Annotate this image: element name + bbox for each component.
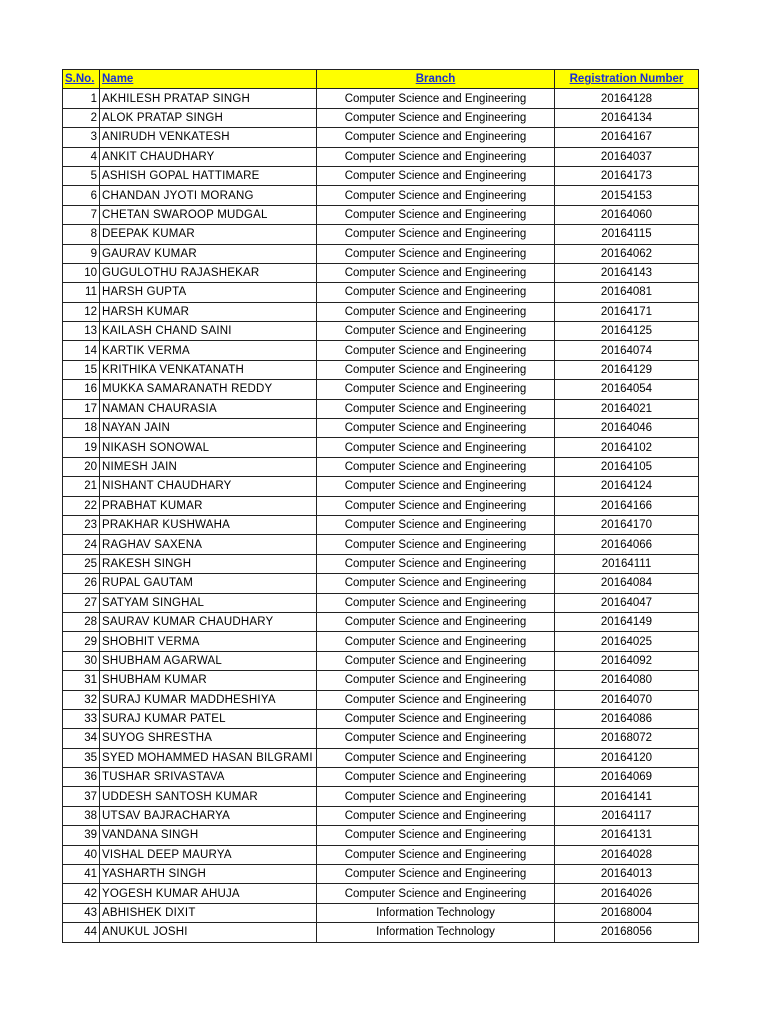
row-name: PRAKHAR KUSHWAHA [100, 515, 317, 534]
table-row [63, 438, 699, 457]
row-registration-number: 20164125 [555, 322, 699, 341]
row-registration-number: 20164070 [555, 690, 699, 709]
table-row [63, 302, 699, 321]
row-sno: 19 [63, 438, 100, 457]
row-sno: 7 [63, 205, 100, 224]
row-sno: 29 [63, 632, 100, 651]
row-name: KAILASH CHAND SAINI [100, 322, 317, 341]
table-row [63, 845, 699, 864]
row-sno: 44 [63, 923, 100, 942]
row-branch: Computer Science and Engineering [317, 147, 555, 166]
row-registration-number: 20164143 [555, 263, 699, 282]
table-row [63, 399, 699, 418]
row-sno: 37 [63, 787, 100, 806]
row-name: PRABHAT KUMAR [100, 496, 317, 515]
row-branch: Computer Science and Engineering [317, 360, 555, 379]
row-registration-number: 20164173 [555, 166, 699, 185]
row-registration-number: 20164037 [555, 147, 699, 166]
row-registration-number: 20164066 [555, 535, 699, 554]
row-registration-number: 20164080 [555, 671, 699, 690]
row-registration-number: 20164026 [555, 884, 699, 903]
row-sno: 25 [63, 554, 100, 573]
table-row [63, 632, 699, 651]
row-sno: 13 [63, 322, 100, 341]
table-row [63, 903, 699, 922]
row-branch: Computer Science and Engineering [317, 108, 555, 127]
header-registration-number: Registration Number [555, 70, 699, 89]
table-row [63, 748, 699, 767]
row-name: GAURAV KUMAR [100, 244, 317, 263]
row-branch: Computer Science and Engineering [317, 612, 555, 631]
row-name: NIMESH JAIN [100, 457, 317, 476]
row-branch: Computer Science and Engineering [317, 690, 555, 709]
row-registration-number: 20164069 [555, 768, 699, 787]
row-sno: 10 [63, 263, 100, 282]
row-sno: 20 [63, 457, 100, 476]
row-sno: 2 [63, 108, 100, 127]
row-registration-number: 20164124 [555, 477, 699, 496]
row-registration-number: 20164054 [555, 380, 699, 399]
row-name: YOGESH KUMAR AHUJA [100, 884, 317, 903]
table-row [63, 360, 699, 379]
row-sno: 40 [63, 845, 100, 864]
row-branch: Information Technology [317, 923, 555, 942]
table-row [63, 884, 699, 903]
row-branch: Computer Science and Engineering [317, 283, 555, 302]
table-row [63, 341, 699, 360]
student-table [62, 69, 699, 943]
row-registration-number: 20168056 [555, 923, 699, 942]
table-row [63, 651, 699, 670]
row-registration-number: 20164129 [555, 360, 699, 379]
row-branch: Computer Science and Engineering [317, 671, 555, 690]
row-registration-number: 20164117 [555, 806, 699, 825]
header-row [63, 70, 699, 89]
row-name: UTSAV BAJRACHARYA [100, 806, 317, 825]
row-name: CHETAN SWAROOP MUDGAL [100, 205, 317, 224]
row-registration-number: 20164141 [555, 787, 699, 806]
table-row [63, 806, 699, 825]
row-sno: 36 [63, 768, 100, 787]
table-row [63, 186, 699, 205]
header-sno: S.No. [63, 70, 100, 89]
table-row [63, 787, 699, 806]
row-sno: 35 [63, 748, 100, 767]
row-name: YASHARTH SINGH [100, 865, 317, 884]
row-name: RUPAL GAUTAM [100, 574, 317, 593]
row-branch: Computer Science and Engineering [317, 554, 555, 573]
row-sno: 4 [63, 147, 100, 166]
row-sno: 15 [63, 360, 100, 379]
row-registration-number: 20164013 [555, 865, 699, 884]
row-registration-number: 20164149 [555, 612, 699, 631]
row-registration-number: 20164086 [555, 709, 699, 728]
table-row [63, 108, 699, 127]
row-branch: Computer Science and Engineering [317, 748, 555, 767]
row-registration-number: 20164111 [555, 554, 699, 573]
table-row [63, 147, 699, 166]
row-branch: Information Technology [317, 903, 555, 922]
row-sno: 9 [63, 244, 100, 263]
row-sno: 33 [63, 709, 100, 728]
row-branch: Computer Science and Engineering [317, 787, 555, 806]
row-registration-number: 20164120 [555, 748, 699, 767]
row-branch: Computer Science and Engineering [317, 225, 555, 244]
row-sno: 31 [63, 671, 100, 690]
row-branch: Computer Science and Engineering [317, 865, 555, 884]
row-registration-number: 20164128 [555, 89, 699, 108]
row-registration-number: 20164062 [555, 244, 699, 263]
row-registration-number: 20164115 [555, 225, 699, 244]
row-sno: 32 [63, 690, 100, 709]
table-row [63, 554, 699, 573]
row-sno: 28 [63, 612, 100, 631]
row-branch: Computer Science and Engineering [317, 244, 555, 263]
row-name: SHUBHAM KUMAR [100, 671, 317, 690]
table-row [63, 593, 699, 612]
row-sno: 17 [63, 399, 100, 418]
row-branch: Computer Science and Engineering [317, 128, 555, 147]
row-branch: Computer Science and Engineering [317, 322, 555, 341]
row-registration-number: 20168072 [555, 729, 699, 748]
table-row [63, 535, 699, 554]
row-sno: 16 [63, 380, 100, 399]
table-row [63, 923, 699, 942]
table-row [63, 166, 699, 185]
row-sno: 3 [63, 128, 100, 147]
row-name: KARTIK VERMA [100, 341, 317, 360]
row-sno: 39 [63, 826, 100, 845]
row-sno: 26 [63, 574, 100, 593]
row-branch: Computer Science and Engineering [317, 826, 555, 845]
row-sno: 38 [63, 806, 100, 825]
row-registration-number: 20154153 [555, 186, 699, 205]
row-branch: Computer Science and Engineering [317, 186, 555, 205]
table-row [63, 457, 699, 476]
row-branch: Computer Science and Engineering [317, 884, 555, 903]
row-branch: Computer Science and Engineering [317, 535, 555, 554]
table-row [63, 515, 699, 534]
table-row [63, 244, 699, 263]
row-registration-number: 20164134 [555, 108, 699, 127]
row-name: SURAJ KUMAR MADDHESHIYA [100, 690, 317, 709]
row-name: ANIRUDH VENKATESH [100, 128, 317, 147]
row-sno: 12 [63, 302, 100, 321]
table-row [63, 690, 699, 709]
row-registration-number: 20164167 [555, 128, 699, 147]
row-name: CHANDAN JYOTI MORANG [100, 186, 317, 205]
table-row [63, 89, 699, 108]
row-registration-number: 20164102 [555, 438, 699, 457]
row-branch: Computer Science and Engineering [317, 709, 555, 728]
table-row [63, 128, 699, 147]
row-name: SUYOG SHRESTHA [100, 729, 317, 748]
row-registration-number: 20168004 [555, 903, 699, 922]
row-branch: Computer Science and Engineering [317, 496, 555, 515]
row-sno: 23 [63, 515, 100, 534]
row-sno: 24 [63, 535, 100, 554]
row-name: MUKKA SAMARANATH REDDY [100, 380, 317, 399]
table-body [63, 89, 699, 942]
row-sno: 1 [63, 89, 100, 108]
row-name: VISHAL DEEP MAURYA [100, 845, 317, 864]
table-row [63, 263, 699, 282]
row-name: HARSH GUPTA [100, 283, 317, 302]
row-sno: 42 [63, 884, 100, 903]
table-row [63, 826, 699, 845]
header-name: Name [100, 70, 317, 89]
table-row [63, 283, 699, 302]
row-registration-number: 20164084 [555, 574, 699, 593]
row-registration-number: 20164046 [555, 419, 699, 438]
row-name: ABHISHEK DIXIT [100, 903, 317, 922]
row-sno: 43 [63, 903, 100, 922]
row-name: RAGHAV SAXENA [100, 535, 317, 554]
row-branch: Computer Science and Engineering [317, 806, 555, 825]
row-sno: 8 [63, 225, 100, 244]
row-name: SHUBHAM AGARWAL [100, 651, 317, 670]
table-row [63, 729, 699, 748]
row-name: NISHANT CHAUDHARY [100, 477, 317, 496]
row-name: HARSH KUMAR [100, 302, 317, 321]
table-row [63, 709, 699, 728]
row-registration-number: 20164092 [555, 651, 699, 670]
row-registration-number: 20164028 [555, 845, 699, 864]
row-branch: Computer Science and Engineering [317, 457, 555, 476]
row-branch: Computer Science and Engineering [317, 651, 555, 670]
row-branch: Computer Science and Engineering [317, 419, 555, 438]
row-sno: 34 [63, 729, 100, 748]
row-sno: 11 [63, 283, 100, 302]
row-branch: Computer Science and Engineering [317, 768, 555, 787]
table-row [63, 865, 699, 884]
row-branch: Computer Science and Engineering [317, 845, 555, 864]
row-branch: Computer Science and Engineering [317, 515, 555, 534]
row-branch: Computer Science and Engineering [317, 632, 555, 651]
table-row [63, 671, 699, 690]
row-registration-number: 20164074 [555, 341, 699, 360]
row-registration-number: 20164047 [555, 593, 699, 612]
table-row [63, 322, 699, 341]
row-registration-number: 20164166 [555, 496, 699, 515]
row-sno: 14 [63, 341, 100, 360]
table-row [63, 496, 699, 515]
row-branch: Computer Science and Engineering [317, 574, 555, 593]
row-branch: Computer Science and Engineering [317, 438, 555, 457]
row-registration-number: 20164131 [555, 826, 699, 845]
row-name: NAMAN CHAURASIA [100, 399, 317, 418]
row-name: SURAJ KUMAR PATEL [100, 709, 317, 728]
row-registration-number: 20164171 [555, 302, 699, 321]
row-name: SAURAV KUMAR CHAUDHARY [100, 612, 317, 631]
row-branch: Computer Science and Engineering [317, 380, 555, 399]
row-name: SHOBHIT VERMA [100, 632, 317, 651]
row-branch: Computer Science and Engineering [317, 477, 555, 496]
row-branch: Computer Science and Engineering [317, 205, 555, 224]
row-name: RAKESH SINGH [100, 554, 317, 573]
row-registration-number: 20164081 [555, 283, 699, 302]
row-branch: Computer Science and Engineering [317, 593, 555, 612]
row-name: SYED MOHAMMED HASAN BILGRAMI [100, 748, 317, 767]
row-name: TUSHAR SRIVASTAVA [100, 768, 317, 787]
row-name: NIKASH SONOWAL [100, 438, 317, 457]
row-branch: Computer Science and Engineering [317, 729, 555, 748]
row-sno: 22 [63, 496, 100, 515]
table-row [63, 574, 699, 593]
row-name: ALOK PRATAP SINGH [100, 108, 317, 127]
table-row [63, 768, 699, 787]
row-sno: 18 [63, 419, 100, 438]
row-registration-number: 20164060 [555, 205, 699, 224]
row-registration-number: 20164025 [555, 632, 699, 651]
table-row [63, 225, 699, 244]
row-name: ANUKUL JOSHI [100, 923, 317, 942]
row-name: NAYAN JAIN [100, 419, 317, 438]
row-name: GUGULOTHU RAJASHEKAR [100, 263, 317, 282]
table-row [63, 419, 699, 438]
row-name: KRITHIKA VENKATANATH [100, 360, 317, 379]
row-branch: Computer Science and Engineering [317, 341, 555, 360]
row-branch: Computer Science and Engineering [317, 302, 555, 321]
header-branch: Branch [317, 70, 555, 89]
row-sno: 27 [63, 593, 100, 612]
table-header [63, 70, 699, 89]
row-branch: Computer Science and Engineering [317, 263, 555, 282]
row-branch: Computer Science and Engineering [317, 89, 555, 108]
row-name: UDDESH SANTOSH KUMAR [100, 787, 317, 806]
table-row [63, 612, 699, 631]
row-name: SATYAM SINGHAL [100, 593, 317, 612]
row-name: ANKIT CHAUDHARY [100, 147, 317, 166]
row-branch: Computer Science and Engineering [317, 166, 555, 185]
table-row [63, 477, 699, 496]
table-row [63, 205, 699, 224]
row-registration-number: 20164105 [555, 457, 699, 476]
row-branch: Computer Science and Engineering [317, 399, 555, 418]
row-sno: 6 [63, 186, 100, 205]
row-sno: 30 [63, 651, 100, 670]
row-registration-number: 20164021 [555, 399, 699, 418]
row-sno: 21 [63, 477, 100, 496]
row-name: DEEPAK KUMAR [100, 225, 317, 244]
row-sno: 41 [63, 865, 100, 884]
row-name: ASHISH GOPAL HATTIMARE [100, 166, 317, 185]
table-row [63, 380, 699, 399]
row-registration-number: 20164170 [555, 515, 699, 534]
row-name: VANDANA SINGH [100, 826, 317, 845]
row-sno: 5 [63, 166, 100, 185]
row-name: AKHILESH PRATAP SINGH [100, 89, 317, 108]
